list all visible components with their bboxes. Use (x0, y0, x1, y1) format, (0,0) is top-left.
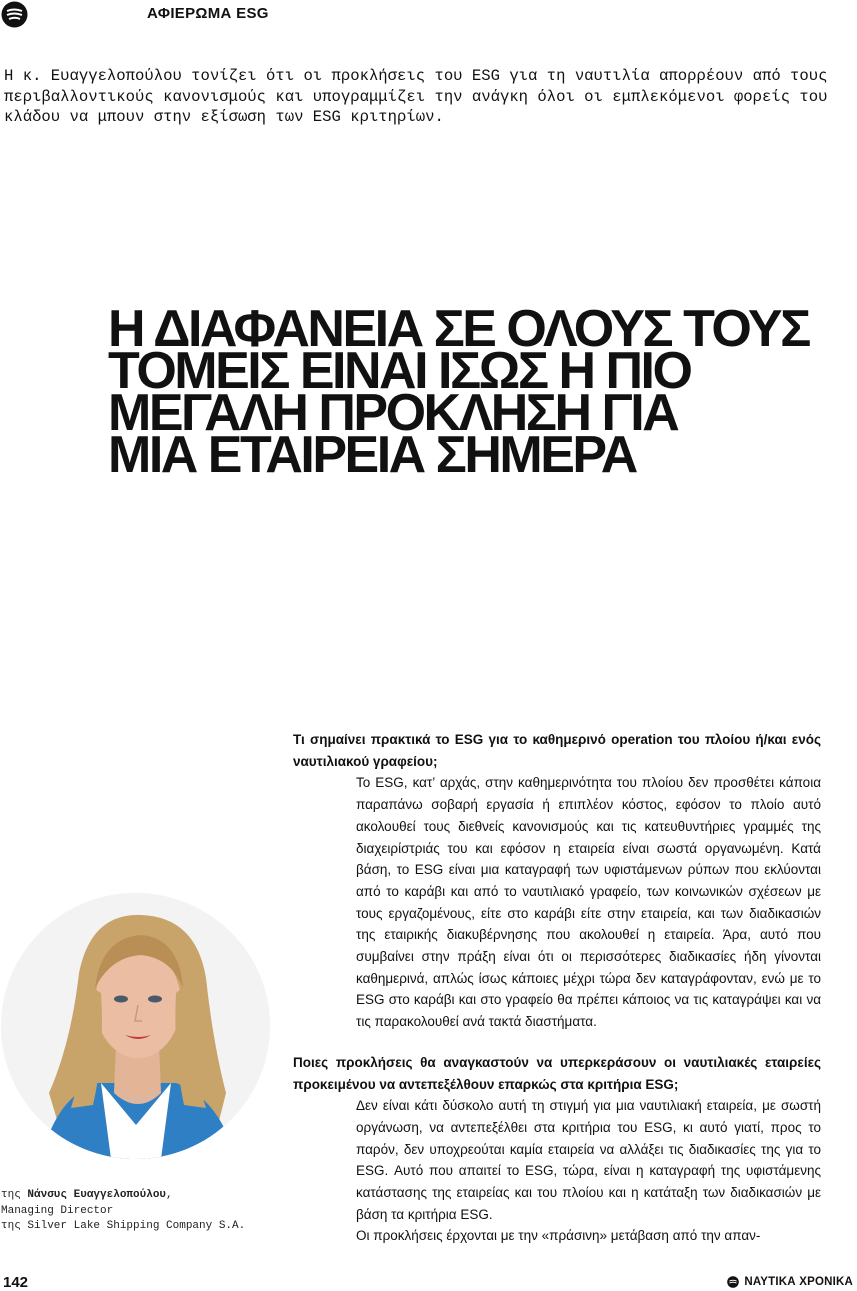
page-number: 142 (3, 1274, 29, 1291)
photo-caption (1, 1188, 281, 1235)
caption-name: Νάνσυς Ευαγγελοπούλου (27, 1189, 167, 1201)
intro-paragraph: Η κ. Ευαγγελοπούλου τονίζει ότι οι προκλήσεις του ESG για τη ναυτιλία απορρέουν από τους περιβαλλοντικούς κανονισμούς και υπογραμμίζει την ανάγκη όλοι οι εμπλεκόμενοι φορείς του κλάδου να μπουν στην εξίσωση των ESG κριτηρίων. (4, 67, 828, 126)
caption-name-line (1, 1188, 281, 1204)
footer-brand (727, 1276, 853, 1288)
portrait-photo (1, 893, 270, 1159)
caption-company: της Silver Lake Shipping Company S.A. (1, 1220, 246, 1232)
section-label: ΑΦΙΕΡΩΜΑ ESG (147, 5, 269, 22)
question-2: Ποιες προκλήσεις θα αναγκαστούν να υπερκεράσουν οι ναυτιλιακές εταιρείες προκειμένου να αντεπεξέλθουν επαρκώς στα κριτήρια ESG; (293, 1054, 821, 1092)
brand-logo-icon (727, 1276, 739, 1288)
question-1: Τι σημαίνει πρακτικά το ESG για το καθημερινό operation του πλοίου ή/και ενός ναυτιλιακού γραφείου; (293, 732, 821, 769)
brand-name: ΝΑΥΤΙΚΑ ΧΡΟΝΙΚΑ (744, 1276, 853, 1288)
headline-line: ΜΙΑ ΕΤΑΙΡΕΙΑ ΣΗΜΕΡΑ (108, 426, 636, 484)
headline-line: ΤΟΜΕΙΣ ΕΙΝΑΙ ΙΣΩΣ Η ΠΙΟ (108, 342, 691, 400)
caption-prefix: της (1, 1189, 28, 1201)
caption-title: Managing Director (1, 1204, 114, 1217)
portrait-illustration (1, 893, 270, 1159)
article-body (293, 729, 821, 1247)
answer-2: Δεν είναι κάτι δύσκολο αυτή τη στιγμή για μια ναυτιλιακή εταιρεία, με σωστή οργάνωση, να αντεπεξέλθει στα κριτήρια του ESG, κι αυτό γιατί, προς το παρόν, δεν υποχρεούται καμία εταιρεία να αλλάξει τις διαδικασίες της για το ESG. Αυτό που απαιτεί το ESG, τώρα, είναι η καταγραφή της υφιστάμενης κατάστασης της εταιρείας και του πλοίου και η κατάταξη των διαδικασιών με βάση τα κριτήρια ESG. (356, 1098, 821, 1222)
answer-2-continued: Οι προκλήσεις έρχονται με την «πράσινη» μετάβαση από την απαν- (356, 1228, 761, 1244)
headline (108, 300, 853, 484)
headline-line: Η ΔΙΑΦΑΝΕΙΑ ΣΕ ΟΛΟΥΣ ΤΟΥΣ (108, 300, 809, 358)
caption-comma: , (166, 1189, 173, 1201)
headline-line: ΜΕΓΑΛΗ ΠΡΟΚΛΗΣΗ ΓΙΑ (108, 384, 678, 442)
magazine-logo-icon (1, 1, 28, 28)
answer-1: Το ESG, κατ’ αρχάς, στην καθημερινότητα του πλοίου δεν προσθέτει κάποια παραπάνω σοβαρή εργασία ή επιπλέον κόστος, εφόσον το πλοίο αυτό ακολουθεί τους διεθνείς κανονισμούς και τις κατευθυντήριες γραμμές της διαχειρίστριάς του και εφόσον η εταιρεία είναι σωστά οργανωμένη. Κατά βάση, το ESG είναι μια καταγραφή των υφιστάμενων ρύπων που εκλύονται από το καράβι και από το ναυτιλιακό γραφείο, των κοινωνικών σχέσεων με τους εργαζομένους, είτε στο καράβι είτε στην εταιρεία, και των διαδικασιών της εταιρικής διακυβέρνησης που ακολουθεί η εταιρεία. Άρα, αυτό που συμβαίνει στην πράξη είναι ότι οι περισσότερες διαδικασίες ήδη γίνονται καθημερινά, απλώς ίσως κάποιες μέχρι τώρα δεν καταγράφονταν, ενώ με το ESG στο καράβι και στο γραφείο θα πρέπει κάποιος να τις καταγράψει και να τις παρακολουθεί ανά τακτά διαστήματα. (356, 775, 821, 1030)
